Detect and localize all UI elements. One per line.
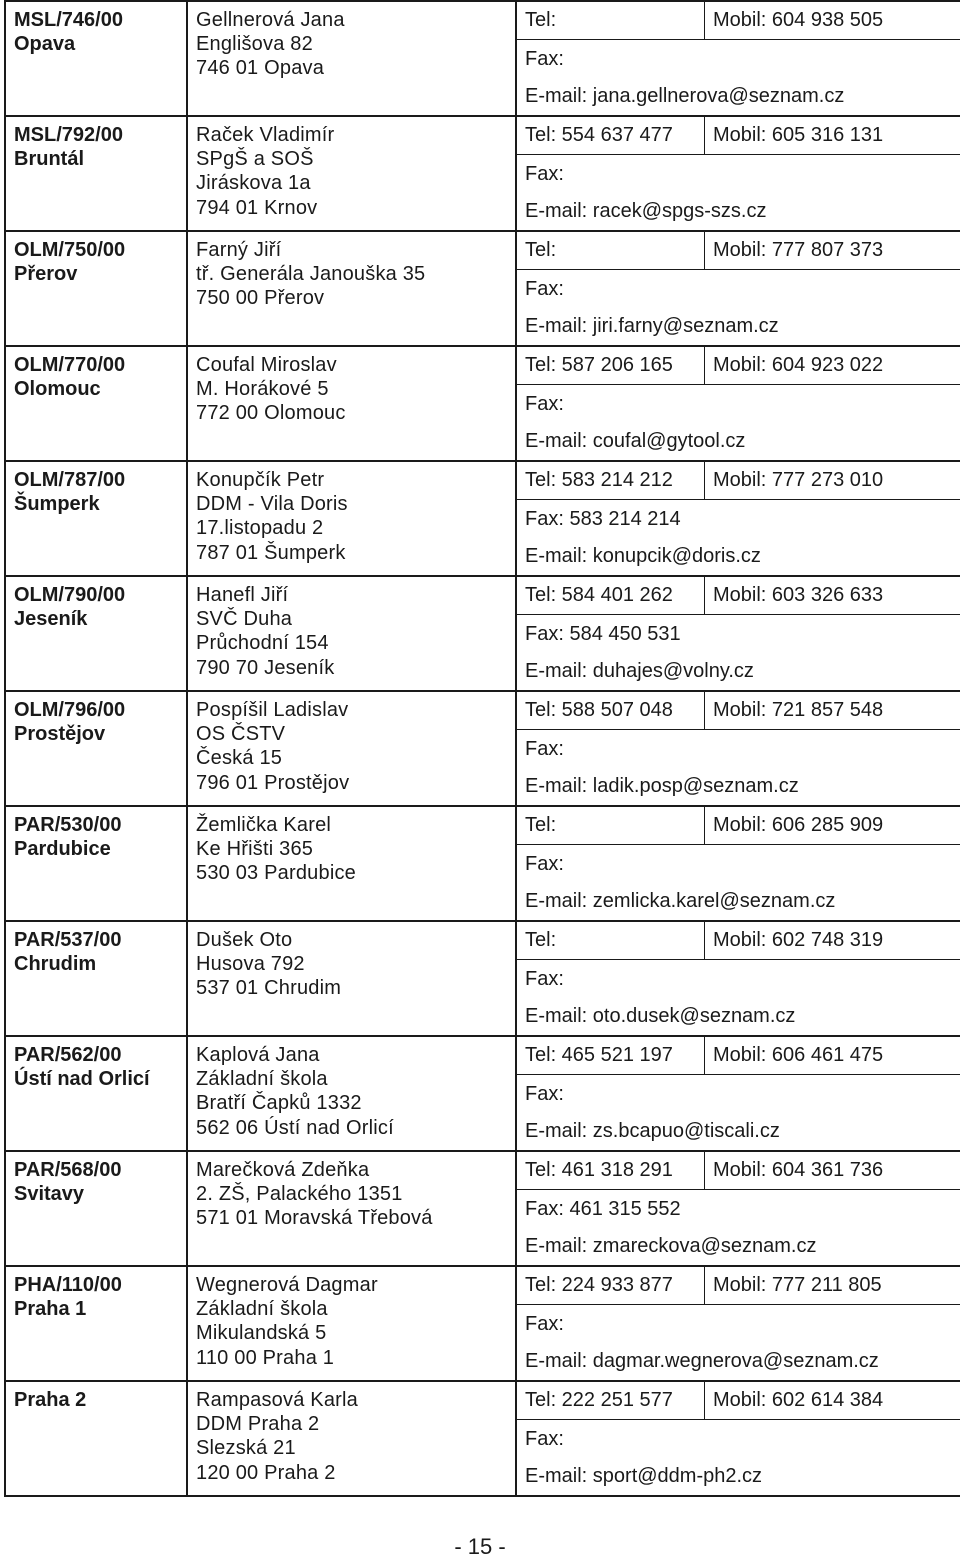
- contact-grid: [517, 1152, 960, 1265]
- region-block: [6, 1037, 186, 1091]
- region-code: MSL/746/00: [14, 9, 123, 31]
- region-block: [6, 462, 186, 516]
- phone-number: Tel: 583 214 212: [517, 462, 705, 500]
- region-code: PAR/568/00: [14, 1159, 122, 1181]
- directory-page: [4, 0, 959, 1497]
- contact-grid: [517, 577, 960, 690]
- mobile-number: Mobil: 602 614 384: [705, 1382, 960, 1420]
- fax-number: Fax:: [525, 737, 564, 760]
- fax-number: Fax:: [525, 852, 564, 875]
- email-address: E-mail: duhajes@volny.cz: [525, 660, 754, 682]
- address-cell: [187, 346, 516, 461]
- contact-person-name: Rampasová Karla: [196, 1389, 358, 1411]
- address-line: Jiráskova 1a: [196, 172, 311, 195]
- mobile-number: Mobil: 606 285 909: [705, 807, 960, 845]
- contact-person-name: Hanefl Jiří: [196, 584, 289, 606]
- address-block: [188, 232, 515, 311]
- contact-cell: [516, 116, 960, 231]
- address-line: Bratří Čapků 1332: [196, 1092, 362, 1115]
- contact-cell: [516, 1151, 960, 1266]
- email-address: E-mail: zs.bcapuo@tiscali.cz: [525, 1120, 780, 1142]
- region-code: PAR/562/00: [14, 1044, 122, 1066]
- address-line: SVČ Duha: [196, 608, 293, 631]
- address-line: 571 01 Moravská Třebová: [196, 1207, 433, 1230]
- fax-number: Fax:: [525, 47, 564, 70]
- fax-number: Fax:: [525, 277, 564, 300]
- address-line: M. Horákové 5: [196, 378, 329, 401]
- directory-row: [5, 691, 960, 806]
- address-block: [188, 2, 515, 81]
- region-block: [6, 922, 186, 976]
- mobile-number: Mobil: 604 361 736: [705, 1152, 960, 1190]
- region-city: Olomouc: [14, 378, 101, 400]
- region-code: OLM/750/00: [14, 239, 126, 261]
- address-line: 530 03 Pardubice: [196, 862, 356, 885]
- address-line: 110 00 Praha 1: [196, 1346, 335, 1369]
- fax-number: Fax:: [525, 1427, 564, 1450]
- region-cell: [5, 576, 187, 691]
- mobile-number: Mobil: 721 857 548: [705, 692, 960, 730]
- mobile-number: Mobil: 602 748 319: [705, 922, 960, 960]
- region-city: Šumperk: [14, 493, 100, 515]
- region-block: [6, 232, 186, 286]
- region-cell: [5, 1, 187, 116]
- region-cell: [5, 1036, 187, 1151]
- email-address: E-mail: coufal@gytool.cz: [525, 430, 746, 452]
- directory-body: [5, 1, 960, 1496]
- address-cell: [187, 806, 516, 921]
- region-code: MSL/792/00: [14, 124, 123, 146]
- address-line: Základní škola: [196, 1068, 328, 1091]
- contact-grid: [517, 692, 960, 805]
- region-city: Praha 2: [14, 1389, 87, 1411]
- address-line: 796 01 Prostějov: [196, 771, 350, 794]
- address-line: 794 01 Krnov: [196, 196, 318, 219]
- region-cell: [5, 921, 187, 1036]
- fax-number: Fax: 583 214 214: [525, 507, 681, 530]
- address-line: Husova 792: [196, 953, 305, 976]
- fax-number: Fax:: [525, 1082, 564, 1105]
- fax-number: Fax: 584 450 531: [525, 622, 681, 645]
- email-address: E-mail: zemlicka.karel@seznam.cz: [525, 890, 836, 912]
- address-line: 2. ZŠ, Palackého 1351: [196, 1183, 403, 1206]
- region-cell: [5, 461, 187, 576]
- address-line: SPgŠ a SOŠ: [196, 148, 314, 171]
- region-cell: [5, 116, 187, 231]
- region-city: Pardubice: [14, 838, 111, 860]
- contact-cell: [516, 921, 960, 1036]
- region-city: Opava: [14, 33, 76, 55]
- mobile-number: Mobil: 604 938 505: [705, 2, 960, 40]
- phone-number: Tel: 554 637 477: [517, 117, 705, 155]
- address-line: 120 00 Praha 2: [196, 1461, 336, 1484]
- contact-person-name: Farný Jiří: [196, 239, 282, 261]
- address-block: [188, 692, 515, 795]
- directory-row: [5, 461, 960, 576]
- fax-number: Fax:: [525, 162, 564, 185]
- directory-row: [5, 346, 960, 461]
- address-line: OS ČSTV: [196, 723, 286, 746]
- region-cell: [5, 346, 187, 461]
- phone-number: Tel:: [517, 2, 705, 40]
- contact-grid: [517, 117, 960, 230]
- address-cell: [187, 231, 516, 346]
- address-cell: [187, 116, 516, 231]
- contact-person-name: Dušek Oto: [196, 929, 293, 951]
- contact-grid: [517, 347, 960, 460]
- address-line: Mikulandská 5: [196, 1322, 327, 1345]
- phone-number: Tel:: [517, 922, 705, 960]
- phone-number: Tel:: [517, 807, 705, 845]
- contact-grid: [517, 2, 960, 115]
- region-block: [6, 692, 186, 746]
- region-block: [6, 1152, 186, 1206]
- address-line: Englišova 82: [196, 33, 313, 56]
- address-block: [188, 1037, 515, 1140]
- mobile-number: Mobil: 777 807 373: [705, 232, 960, 270]
- address-block: [188, 462, 515, 565]
- email-address: E-mail: konupcik@doris.cz: [525, 545, 761, 567]
- mobile-number: Mobil: 605 316 131: [705, 117, 960, 155]
- email-address: E-mail: sport@ddm-ph2.cz: [525, 1465, 763, 1487]
- address-cell: [187, 461, 516, 576]
- address-cell: [187, 1381, 516, 1496]
- address-line: Slezská 21: [196, 1437, 296, 1460]
- address-line: 750 00 Přerov: [196, 287, 325, 310]
- directory-row: [5, 576, 960, 691]
- directory-row: [5, 1151, 960, 1266]
- email-address: E-mail: ladik.posp@seznam.cz: [525, 775, 799, 797]
- address-block: [188, 1152, 515, 1231]
- address-cell: [187, 1036, 516, 1151]
- phone-number: Tel: 584 401 262: [517, 577, 705, 615]
- address-line: DDM Praha 2: [196, 1413, 320, 1436]
- region-code: OLM/796/00: [14, 699, 126, 721]
- address-cell: [187, 921, 516, 1036]
- email-address: E-mail: racek@spgs-szs.cz: [525, 200, 767, 222]
- directory-row: [5, 1036, 960, 1151]
- address-block: [188, 1267, 515, 1370]
- region-code: OLM/770/00: [14, 354, 126, 376]
- region-block: [6, 347, 186, 401]
- email-address: E-mail: oto.dusek@seznam.cz: [525, 1005, 796, 1027]
- contact-cell: [516, 1036, 960, 1151]
- address-line: Ke Hřišti 365: [196, 838, 314, 861]
- contact-grid: [517, 232, 960, 345]
- phone-number: Tel: 461 318 291: [517, 1152, 705, 1190]
- address-block: [188, 347, 515, 426]
- region-city: Ústí nad Orlicí: [14, 1068, 150, 1090]
- email-address: E-mail: zmareckova@seznam.cz: [525, 1235, 817, 1257]
- contact-cell: [516, 346, 960, 461]
- region-code: OLM/787/00: [14, 469, 126, 491]
- email-address: E-mail: jana.gellnerova@seznam.cz: [525, 85, 845, 107]
- address-cell: [187, 691, 516, 806]
- address-block: [188, 807, 515, 886]
- mobile-number: Mobil: 604 923 022: [705, 347, 960, 385]
- region-cell: [5, 806, 187, 921]
- address-line: 17.listopadu 2: [196, 517, 324, 540]
- contact-directory-table: [4, 0, 960, 1497]
- region-code: OLM/790/00: [14, 584, 126, 606]
- page-number: - 15 -: [454, 1534, 506, 1559]
- address-cell: [187, 1266, 516, 1381]
- directory-row: [5, 806, 960, 921]
- region-block: [6, 117, 186, 171]
- region-cell: [5, 691, 187, 806]
- fax-number: Fax:: [525, 1312, 564, 1335]
- contact-grid: [517, 1037, 960, 1150]
- address-block: [188, 117, 515, 220]
- contact-person-name: Žemlička Karel: [196, 814, 332, 836]
- contact-person-name: Konupčík Petr: [196, 469, 325, 491]
- region-city: Svitavy: [14, 1183, 85, 1205]
- region-code: PAR/537/00: [14, 929, 122, 951]
- contact-cell: [516, 576, 960, 691]
- contact-cell: [516, 806, 960, 921]
- address-cell: [187, 1, 516, 116]
- contact-cell: [516, 1266, 960, 1381]
- email-address: E-mail: dagmar.wegnerova@seznam.cz: [525, 1350, 879, 1372]
- directory-row: [5, 231, 960, 346]
- contact-grid: [517, 462, 960, 575]
- address-line: 562 06 Ústí nad Orlicí: [196, 1116, 394, 1139]
- region-code: PAR/530/00: [14, 814, 122, 836]
- region-city: Prostějov: [14, 723, 106, 745]
- address-cell: [187, 1151, 516, 1266]
- region-cell: [5, 1381, 187, 1496]
- contact-grid: [517, 807, 960, 920]
- contact-cell: [516, 231, 960, 346]
- contact-grid: [517, 1382, 960, 1495]
- address-block: [188, 1382, 515, 1485]
- region-block: [6, 807, 186, 861]
- directory-row: [5, 1381, 960, 1496]
- address-line: 537 01 Chrudim: [196, 977, 342, 1000]
- directory-row: [5, 921, 960, 1036]
- phone-number: Tel:: [517, 232, 705, 270]
- directory-row: [5, 1266, 960, 1381]
- phone-number: Tel: 587 206 165: [517, 347, 705, 385]
- region-city: Přerov: [14, 263, 78, 285]
- region-block: [6, 1267, 186, 1321]
- address-line: 790 70 Jeseník: [196, 656, 335, 679]
- email-address: E-mail: jiri.farny@seznam.cz: [525, 315, 779, 337]
- mobile-number: Mobil: 603 326 633: [705, 577, 960, 615]
- region-city: Chrudim: [14, 953, 97, 975]
- region-block: [6, 2, 186, 56]
- address-line: Průchodní 154: [196, 632, 329, 655]
- contact-cell: [516, 691, 960, 806]
- contact-grid: [517, 1267, 960, 1380]
- address-line: 787 01 Šumperk: [196, 541, 346, 564]
- region-block: [6, 577, 186, 631]
- address-block: [188, 577, 515, 680]
- region-cell: [5, 231, 187, 346]
- address-cell: [187, 576, 516, 691]
- region-block: [6, 1382, 186, 1412]
- contact-person-name: Wegnerová Dagmar: [196, 1274, 378, 1296]
- address-line: Česká 15: [196, 747, 283, 770]
- directory-row: [5, 1, 960, 116]
- contact-person-name: Coufal Miroslav: [196, 354, 337, 376]
- mobile-number: Mobil: 777 273 010: [705, 462, 960, 500]
- mobile-number: Mobil: 777 211 805: [705, 1267, 960, 1305]
- address-line: 772 00 Olomouc: [196, 402, 346, 425]
- contact-person-name: Kaplová Jana: [196, 1044, 320, 1066]
- contact-person-name: Gellnerová Jana: [196, 9, 345, 31]
- fax-number: Fax:: [525, 392, 564, 415]
- region-cell: [5, 1151, 187, 1266]
- phone-number: Tel: 224 933 877: [517, 1267, 705, 1305]
- fax-number: Fax:: [525, 967, 564, 990]
- region-cell: [5, 1266, 187, 1381]
- mobile-number: Mobil: 606 461 475: [705, 1037, 960, 1075]
- fax-number: Fax: 461 315 552: [525, 1197, 681, 1220]
- directory-row: [5, 116, 960, 231]
- region-city: Bruntál: [14, 148, 84, 170]
- region-code: PHA/110/00: [14, 1274, 122, 1296]
- phone-number: Tel: 588 507 048: [517, 692, 705, 730]
- address-line: tř. Generála Janouška 35: [196, 263, 426, 286]
- contact-cell: [516, 1381, 960, 1496]
- phone-number: Tel: 222 251 577: [517, 1382, 705, 1420]
- region-city: Jeseník: [14, 608, 88, 630]
- region-city: Praha 1: [14, 1298, 87, 1320]
- phone-number: Tel: 465 521 197: [517, 1037, 705, 1075]
- contact-person-name: Marečková Zdeňka: [196, 1159, 370, 1181]
- contact-grid: [517, 922, 960, 1035]
- contact-person-name: Pospíšil Ladislav: [196, 699, 349, 721]
- address-block: [188, 922, 515, 1001]
- address-line: DDM - Vila Doris: [196, 493, 348, 516]
- contact-cell: [516, 461, 960, 576]
- address-line: 746 01 Opava: [196, 57, 325, 80]
- contact-cell: [516, 1, 960, 116]
- address-line: Základní škola: [196, 1298, 328, 1321]
- contact-person-name: Raček Vladimír: [196, 124, 335, 146]
